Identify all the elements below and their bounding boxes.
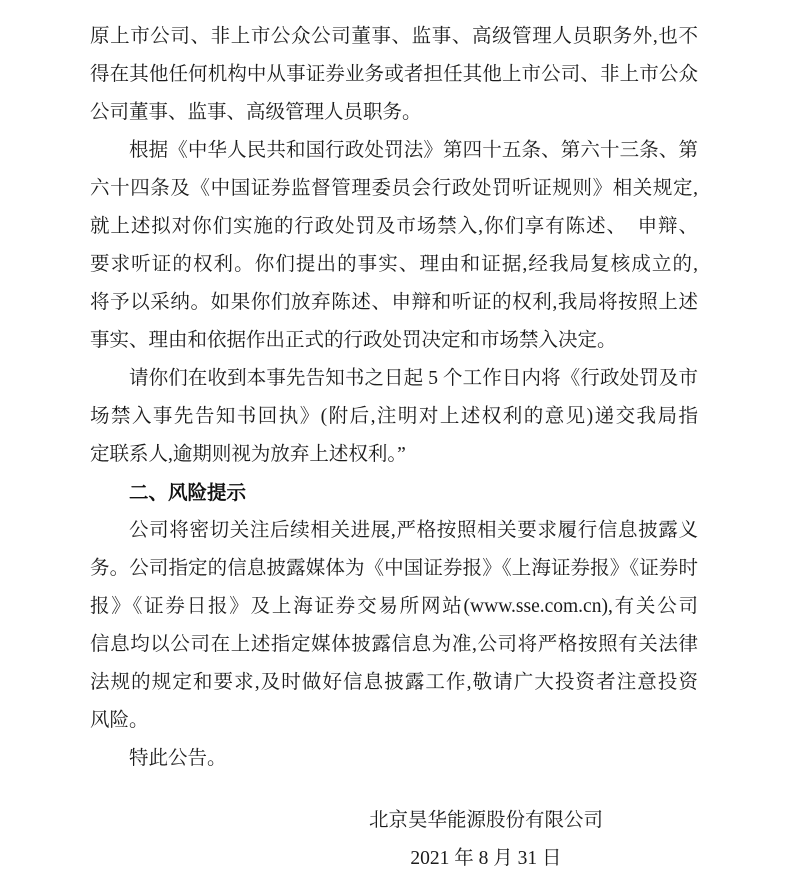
body-line: 信息均以公司在上述指定媒体披露信息为准,公司将严格按照有关法律 — [90, 634, 698, 655]
body-line: 请你们在收到本事先告知书之日起 5 个工作日内将《行政处罚及市 — [129, 368, 698, 389]
body-line: 原上市公司、非上市公众公司董事、监事、高级管理人员职务外,也不 — [90, 26, 698, 47]
body-line: 得在其他任何机构中从事证券业务或者担任其他上市公司、非上市公众 — [90, 64, 698, 85]
signature-date: 2021 年 8 月 31 日 — [410, 848, 562, 869]
body-line: 公司将密切关注后续相关进展,严格按照相关要求履行信息披露义 — [129, 520, 698, 541]
body-line: 六十四条及《中国证券监督管理委员会行政处罚听证规则》相关规定, — [90, 178, 698, 199]
body-line: 法规的规定和要求,及时做好信息披露工作,敬请广大投资者注意投资 — [90, 672, 698, 693]
body-line: 风险。 — [90, 710, 149, 731]
section-heading-risk: 二、风险提示 — [129, 482, 247, 504]
body-line: 就上述拟对你们实施的行政处罚及市场禁入,你们享有陈述、 申辩、 — [90, 216, 698, 237]
body-line: 报》《证券日报》及上海证券交易所网站(www.sse.com.cn),有关公司 — [90, 596, 698, 617]
body-line: 根据《中华人民共和国行政处罚法》第四十五条、第六十三条、第 — [129, 140, 698, 161]
body-line: 场禁入事先告知书回执》(附后,注明对上述权利的意见)递交我局指 — [90, 406, 698, 427]
body-line: 定联系人,逾期则视为放弃上述权利。” — [90, 444, 406, 465]
body-line: 事实、理由和依据作出正式的行政处罚决定和市场禁入决定。 — [90, 330, 617, 351]
body-line: 要求听证的权利。你们提出的事实、理由和证据,经我局复核成立的, — [90, 254, 698, 275]
company-signature: 北京昊华能源股份有限公司 — [368, 810, 603, 831]
body-line: 务。公司指定的信息披露媒体为《中国证券报》《上海证券报》《证券时 — [90, 558, 698, 579]
signature-block — [274, 802, 698, 878]
body-line: 公司董事、监事、高级管理人员职务。 — [90, 102, 422, 123]
body-line: 将予以采纳。如果你们放弃陈述、申辩和听证的权利,我局将按照上述 — [90, 292, 698, 313]
closing-statement: 特此公告。 — [129, 748, 227, 769]
